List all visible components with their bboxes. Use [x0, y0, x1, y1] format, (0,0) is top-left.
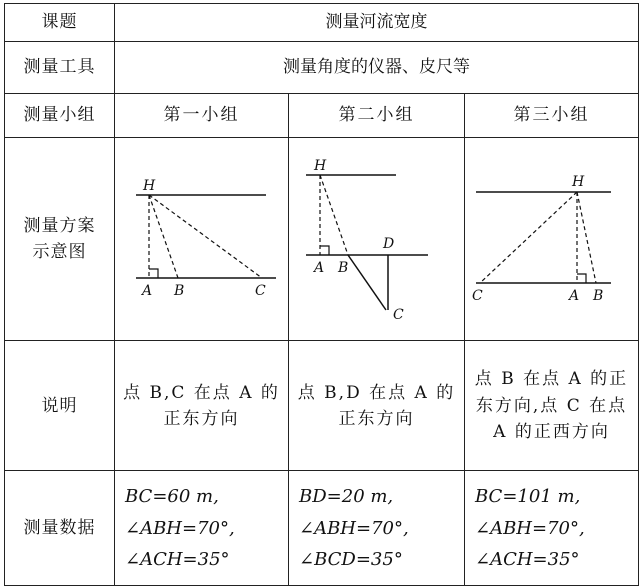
g2-right-angle	[320, 246, 329, 255]
g3-line-hc	[480, 192, 577, 283]
g3-point-b: B	[592, 288, 603, 304]
g1-point-h: H	[142, 178, 155, 194]
g1-right-angle	[149, 269, 158, 278]
explain-g1: 点 B,C 在点 A 的正东方向	[115, 341, 289, 471]
g1-line-hb	[149, 195, 178, 278]
data-g2-line3: ∠BCD=35°	[299, 549, 403, 571]
topic-value: 测量河流宽度	[115, 4, 639, 42]
group-2-name: 第二小组	[289, 94, 465, 138]
data-g1	[115, 471, 289, 586]
topic-label: 课题	[5, 4, 115, 42]
g3-line-hb	[577, 192, 596, 283]
tools-value: 测量角度的仪器、皮尺等	[115, 42, 639, 94]
row-groups	[5, 94, 639, 138]
row-data	[5, 471, 639, 586]
data-label: 测量数据	[5, 471, 115, 586]
data-g2	[289, 471, 465, 586]
g3-point-a: A	[568, 288, 579, 304]
scheme-g2-cell	[289, 138, 465, 341]
g1-point-b: B	[173, 283, 184, 299]
data-g1-line2: ∠ABH=70°,	[125, 517, 235, 539]
data-g3-line1: BC=101 m,	[475, 486, 581, 508]
g1-point-a: A	[141, 283, 152, 299]
scheme-label	[5, 138, 115, 341]
g2-point-d: D	[382, 236, 394, 252]
scheme-label-line1: 测量方案	[23, 215, 96, 236]
data-g1-line3: ∠ACH=35°	[125, 549, 230, 571]
scheme-g2-diagram	[290, 138, 464, 332]
scheme-g1-cell	[115, 138, 289, 341]
row-topic	[5, 4, 639, 42]
scheme-label-line2: 示意图	[32, 242, 87, 263]
scheme-g1-diagram	[116, 138, 288, 332]
explain-g3: 点 B 在点 A 的正东方向,点 C 在点 A 的正西方向	[465, 341, 639, 471]
g2-point-h: H	[313, 158, 326, 174]
group-1-name: 第一小组	[115, 94, 289, 138]
row-tools	[5, 42, 639, 94]
g3-point-c: C	[471, 288, 483, 304]
row-explain	[5, 341, 639, 471]
row-scheme	[5, 138, 639, 341]
g1-point-c: C	[254, 283, 266, 299]
explain-g2: 点 B,D 在点 A 的正东方向	[289, 341, 465, 471]
tools-label: 测量工具	[5, 42, 115, 94]
g1-line-hc	[149, 195, 262, 278]
g2-point-c: C	[392, 307, 404, 323]
g3-point-h: H	[571, 174, 584, 190]
group-3-name: 第三小组	[465, 94, 639, 138]
measurement-table	[4, 3, 639, 586]
explain-label: 说明	[5, 341, 115, 471]
scheme-g3-diagram	[466, 138, 638, 332]
g2-point-b: B	[337, 260, 348, 276]
g2-line-bc	[348, 255, 386, 310]
data-g3-line3: ∠ACH=35°	[475, 549, 580, 571]
data-g1-line1: BC=60 m,	[125, 486, 219, 508]
data-g2-line1: BD=20 m,	[299, 486, 394, 508]
scheme-g3-cell	[465, 138, 639, 341]
g2-line-hb	[320, 175, 348, 255]
data-g3	[465, 471, 639, 586]
data-g3-line2: ∠ABH=70°,	[475, 517, 585, 539]
g2-point-a: A	[313, 260, 324, 276]
data-g2-line2: ∠ABH=70°,	[299, 517, 409, 539]
g3-right-angle	[577, 274, 586, 283]
groups-label: 测量小组	[5, 94, 115, 138]
